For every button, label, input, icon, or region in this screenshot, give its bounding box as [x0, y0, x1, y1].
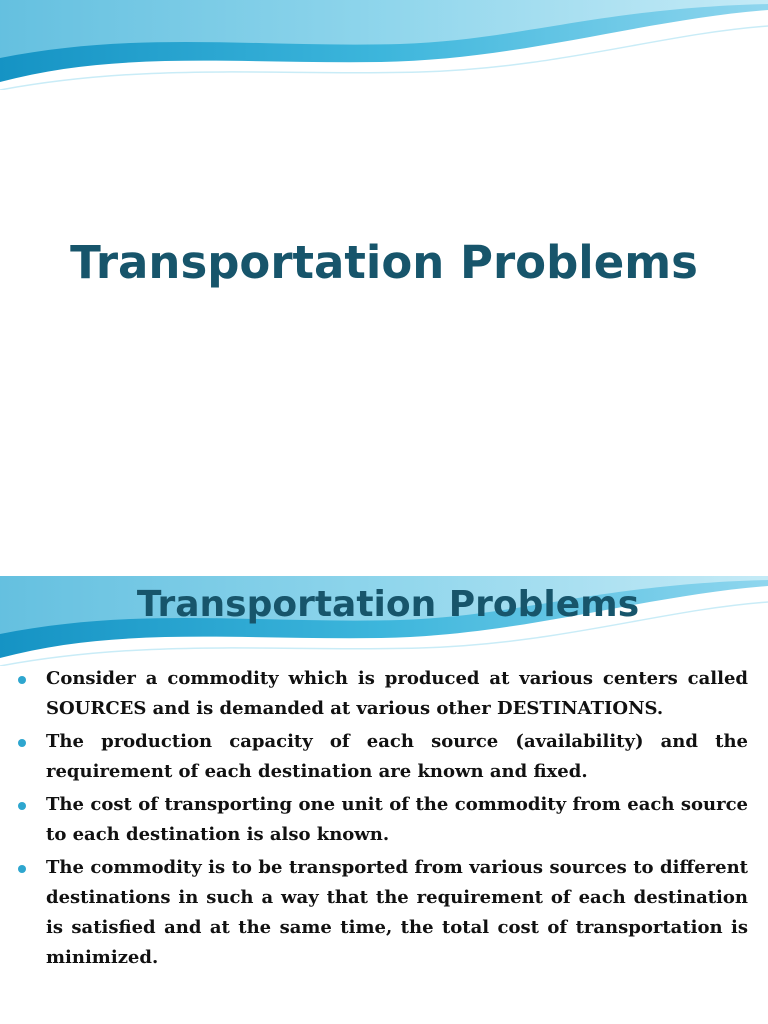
bullet-text: The cost of transporting one unit of the commodity from each source to each destination is also known.: [46, 794, 748, 845]
bullet-dot-icon: [18, 676, 26, 684]
header-wave-decoration: [0, 0, 768, 90]
bullet-item: [16, 727, 748, 787]
bullet-list: [16, 664, 748, 976]
bullet-dot-icon: [18, 865, 26, 873]
bullet-item: [16, 790, 748, 850]
bullet-text: The commodity is to be transported from various sources to different destinations in such a way that the requirement of each destination is satisfied and at the same time, the total cost of transportation is minimized.: [46, 857, 748, 968]
bullet-item: [16, 853, 748, 973]
slide-title: Transportation Problems: [70, 236, 698, 289]
bullet-dot-icon: [18, 739, 26, 747]
slide-title: Transportation Problems: [136, 584, 640, 625]
bullet-dot-icon: [18, 802, 26, 810]
bullet-item: [16, 664, 748, 724]
content-slide: [0, 576, 768, 1024]
bullet-text: Consider a commodity which is produced at various centers called SOURCES and is demanded at various other DESTINATIONS.: [46, 668, 748, 719]
bullet-text: The production capacity of each source (availability) and the requirement of each destination are known and fixed.: [46, 731, 748, 782]
